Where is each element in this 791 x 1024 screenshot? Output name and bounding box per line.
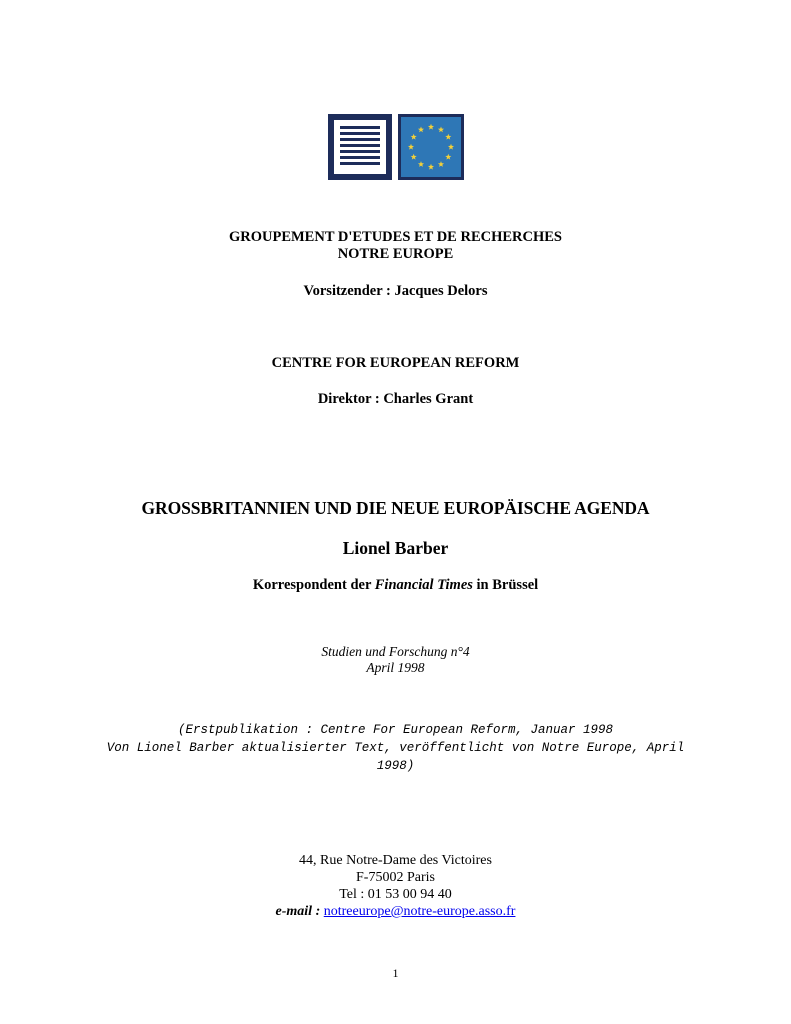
document-title: GROSSBRITANNIEN UND DIE NEUE EUROPÄISCHE AGENDA — [141, 498, 650, 518]
cer-name: CENTRE FOR EUROPEAN REFORM — [271, 355, 520, 371]
email-link[interactable]: notreeurope@notre-europe.asso.fr — [323, 904, 516, 919]
author-role-prefix: Korrespondent der — [252, 577, 372, 593]
note-line1: (Erstpublikation : Centre For European Reform, Januar 1998 — [177, 723, 614, 737]
page-number: 1 — [392, 966, 399, 980]
document-author: Lionel Barber — [342, 538, 449, 558]
author-role-suffix: in Brüssel — [476, 577, 539, 593]
cer-director: Direktor : Charles Grant — [317, 391, 474, 407]
org-chair: Vorsitzender : Jacques Delors — [303, 283, 488, 299]
notre-europe-logo — [328, 114, 464, 180]
author-role — [0, 577, 791, 594]
author-role-publication: Financial Times — [374, 577, 473, 593]
org-name-line2: NOTRE EUROPE — [337, 246, 454, 262]
note-line3: 1998) — [376, 759, 415, 773]
email-label: e-mail : — [275, 904, 321, 919]
address-tel: Tel : 01 53 00 94 40 — [339, 887, 452, 902]
org-name-line1: GROUPEMENT D'ETUDES ET DE RECHERCHES — [228, 229, 563, 245]
address-city: F-75002 Paris — [356, 870, 435, 885]
address-street: 44, Rue Notre-Dame des Victoires — [299, 853, 492, 868]
series-label: Studien und Forschung n°4 — [321, 644, 470, 659]
note-line2: Von Lionel Barber aktualisierter Text, veröffentlicht von Notre Europe, April — [106, 741, 685, 755]
address-email-line — [0, 903, 791, 921]
publication-date: April 1998 — [366, 660, 425, 675]
